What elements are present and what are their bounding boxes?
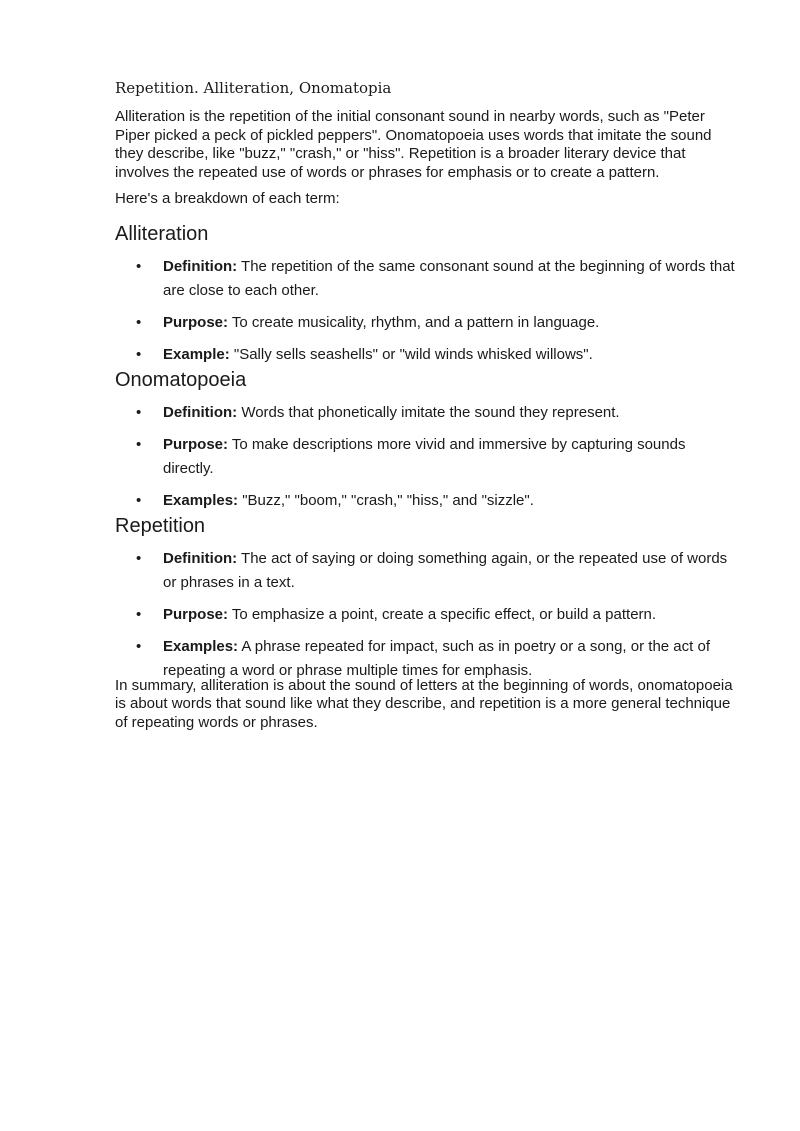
section-heading: Alliteration	[115, 222, 209, 245]
bullet-icon: •	[136, 257, 142, 275]
term-list	[115, 547, 740, 683]
document-title: Repetition. Alliteration, Onomatopia	[115, 79, 392, 97]
section-alliteration	[115, 221, 740, 367]
item-term: Definition:	[163, 549, 238, 567]
item-text: "Buzz," "boom," "crash," "hiss," and "sizzle".	[238, 491, 534, 509]
item-text: To emphasize a point, create a specific effect, or build a pattern.	[228, 605, 657, 623]
bullet-icon: •	[136, 491, 142, 509]
list-item	[115, 547, 740, 595]
list-item	[115, 401, 740, 425]
item-term: Purpose:	[163, 435, 229, 453]
item-term: Definition:	[163, 257, 238, 275]
list-item	[115, 603, 740, 627]
document-page	[115, 78, 740, 732]
list-item	[115, 311, 740, 335]
bullet-icon: •	[136, 313, 142, 331]
item-term: Definition:	[163, 403, 238, 421]
item-text: To create musicality, rhythm, and a pattern in language.	[228, 313, 600, 331]
item-term: Purpose:	[163, 313, 229, 331]
bullet-icon: •	[136, 403, 142, 421]
bullet-icon: •	[136, 549, 142, 567]
item-text: To make descriptions more vivid and immersive by capturing sounds directly.	[163, 435, 686, 477]
term-list	[115, 255, 740, 367]
item-term: Examples:	[163, 637, 239, 655]
summary-paragraph: In summary, alliteration is about the sound of letters at the beginning of words, onomatopoeia is about words that sound like what they describe, and repetition is a more general technique of repeating words or phrases.	[115, 676, 733, 731]
breakdown-paragraph: Here's a breakdown of each term:	[115, 190, 340, 207]
section-repetition	[115, 513, 740, 683]
bullet-icon: •	[136, 345, 142, 363]
item-text: The repetition of the same consonant sound at the beginning of words that are close to each other.	[163, 257, 735, 299]
list-item	[115, 433, 740, 481]
section-onomatopoeia	[115, 367, 740, 513]
list-item	[115, 343, 740, 367]
item-term: Purpose:	[163, 605, 229, 623]
list-item	[115, 635, 740, 683]
item-text: "Sally sells seashells" or "wild winds whisked willows".	[229, 345, 593, 363]
item-term: Examples:	[163, 491, 239, 509]
item-term: Example:	[163, 345, 230, 363]
item-text: Words that phonetically imitate the sound they represent.	[237, 403, 620, 421]
bullet-icon: •	[136, 605, 142, 623]
item-text: The act of saying or doing something again, or the repeated use of words or phrases in a text.	[163, 549, 728, 591]
list-item	[115, 255, 740, 303]
item-text: A phrase repeated for impact, such as in poetry or a song, or the act of repeating a word or phrase multiple times for emphasis.	[163, 637, 710, 679]
bullet-icon: •	[136, 637, 142, 655]
bullet-icon: •	[136, 435, 142, 453]
list-item	[115, 489, 740, 513]
intro-paragraph: Alliteration is the repetition of the initial consonant sound in nearby words, such as "Peter Piper picked a peck of pickled peppers". Onomatopoeia uses words that imitate the sound they describe, like "buzz," "crash," or "hiss". Repetition is a broader literary device that involves the repeated use of words or phrases for emphasis or to create a pattern.	[115, 108, 712, 181]
section-heading: Repetition	[115, 514, 206, 537]
section-heading: Onomatopoeia	[115, 368, 247, 391]
term-list	[115, 401, 740, 513]
